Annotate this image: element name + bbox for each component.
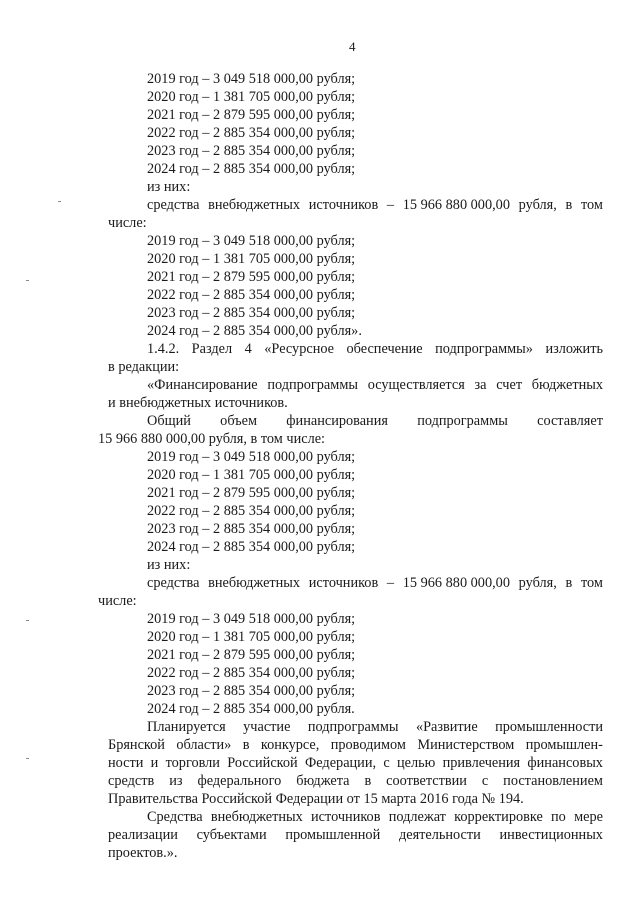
word: привлечения	[442, 755, 521, 771]
word: внебюджетных	[208, 197, 301, 213]
text-line: из них:	[147, 557, 191, 573]
scan-mark	[26, 620, 29, 621]
word: Средства	[147, 809, 203, 825]
text-line: и внебюджетных источников.	[108, 395, 288, 411]
text-line: 2021 год – 2 879 595 000,00 рубля;	[147, 647, 356, 663]
word: ности	[108, 755, 144, 771]
word: области»	[176, 737, 232, 753]
word: 1.4.2.	[147, 341, 180, 357]
word: –	[386, 197, 395, 213]
word: счет	[496, 377, 523, 393]
text-line: 2020 год – 1 381 705 000,00 рубля;	[147, 89, 356, 105]
word: Министерством	[417, 737, 515, 753]
word: источников	[308, 575, 379, 591]
word: постановлением	[503, 773, 603, 789]
word: Раздел	[191, 341, 233, 357]
text-line: 2021 год – 2 879 595 000,00 рубля;	[147, 485, 356, 501]
word: торговли	[165, 755, 220, 771]
word: корректировке	[454, 809, 543, 825]
text-line: 2022 год – 2 885 354 000,00 рубля;	[147, 125, 356, 141]
word: промышленности	[495, 719, 603, 735]
word: рубля,	[518, 575, 557, 591]
word: средств	[108, 773, 155, 789]
scan-mark	[26, 758, 29, 759]
text-line: 2022 год – 2 885 354 000,00 рубля;	[147, 665, 356, 681]
text-line: Правительства Российской Федерации от 15 марта 2016 года № 194.	[108, 791, 524, 807]
text-line: 2020 год – 1 381 705 000,00 рубля;	[147, 629, 356, 645]
text-line-justified	[108, 754, 603, 772]
text-line: 2023 год – 2 885 354 000,00 рубля;	[147, 683, 356, 699]
word: –	[386, 575, 395, 591]
word: Российской	[227, 755, 298, 771]
word: с	[481, 773, 489, 789]
text-line: числе:	[108, 215, 147, 231]
word: 15 966 880 000,00	[402, 197, 510, 213]
scan-mark	[26, 280, 29, 281]
word: по	[551, 809, 566, 825]
text-line-justified	[147, 574, 603, 592]
word: из	[169, 773, 183, 789]
text-line: 2024 год – 2 885 354 000,00 рубля».	[147, 323, 362, 339]
word: том	[580, 197, 603, 213]
word: источников	[308, 197, 379, 213]
text-line: 2024 год – 2 885 354 000,00 рубля;	[147, 539, 356, 555]
text-line: 2024 год – 2 885 354 000,00 рубля;	[147, 161, 356, 177]
text-line: в редакции:	[108, 359, 180, 375]
word: средства	[147, 575, 200, 591]
word: в	[364, 773, 372, 789]
text-line: 15 966 880 000,00 рубля, в том числе:	[98, 431, 326, 447]
scan-mark	[58, 201, 61, 202]
text-line: 2021 год – 2 879 595 000,00 рубля;	[147, 107, 356, 123]
word: осуществляется	[367, 377, 465, 393]
word: 15 966 880 000,00	[402, 575, 510, 591]
word: «Развитие	[415, 719, 478, 735]
word: подпрограммы»	[435, 341, 533, 357]
text-line: 2019 год – 3 049 518 000,00 рубля;	[147, 449, 356, 465]
word: в	[242, 737, 250, 753]
word: «Ресурсное	[264, 341, 335, 357]
word: федерального	[197, 773, 282, 789]
text-line: 2023 год – 2 885 354 000,00 рубля;	[147, 143, 356, 159]
text-line: числе:	[98, 593, 137, 609]
word: проводимом	[330, 737, 406, 753]
word: реализации	[108, 827, 178, 843]
text-line-justified	[147, 718, 603, 736]
word: деятельности	[398, 827, 481, 843]
word: финансовых	[527, 755, 603, 771]
text-line-justified	[147, 412, 603, 430]
word: Федерации,	[304, 755, 377, 771]
word: рубля,	[518, 197, 557, 213]
text-line: 2019 год – 3 049 518 000,00 рубля;	[147, 233, 356, 249]
word: и	[150, 755, 159, 771]
word: том	[580, 575, 603, 591]
word: с	[383, 755, 390, 771]
word: внебюджетных	[210, 809, 303, 825]
text-line: 2021 год – 2 879 595 000,00 рубля;	[147, 269, 356, 285]
word: промышлен-	[525, 737, 603, 753]
word: внебюджетных	[208, 575, 301, 591]
word: мере	[574, 809, 603, 825]
word: участие	[243, 719, 291, 735]
word: финансирования	[286, 413, 388, 429]
word: подпрограммы	[417, 413, 508, 429]
text-line-justified	[108, 826, 603, 844]
text-line: 2023 год – 2 885 354 000,00 рубля;	[147, 521, 356, 537]
text-line: 2019 год – 3 049 518 000,00 рубля;	[147, 71, 356, 87]
text-line: 2022 год – 2 885 354 000,00 рубля;	[147, 503, 356, 519]
word: в	[565, 197, 573, 213]
word: обеспечение	[346, 341, 423, 357]
word: в	[565, 575, 573, 591]
word: подпрограммы	[307, 719, 399, 735]
text-line-justified	[147, 340, 603, 358]
word: Общий	[147, 413, 191, 429]
word: Брянской	[108, 737, 165, 753]
word: средства	[147, 197, 200, 213]
text-line-justified	[108, 736, 603, 754]
text-line: проектов.».	[108, 845, 178, 861]
word: «Финансирование	[147, 377, 258, 393]
word: 4	[244, 341, 252, 357]
text-line: 2020 год – 1 381 705 000,00 рубля;	[147, 251, 356, 267]
text-line-justified	[108, 772, 603, 790]
text-line: 2020 год – 1 381 705 000,00 рубля;	[147, 467, 356, 483]
page-number: 4	[349, 39, 356, 54]
word: промышленной	[285, 827, 381, 843]
text-line: 2023 год – 2 885 354 000,00 рубля;	[147, 305, 356, 321]
word: субъектами	[196, 827, 267, 843]
text-line: 2024 год – 2 885 354 000,00 рубля.	[147, 701, 355, 717]
word: изложить	[545, 341, 603, 357]
word: Планируется	[147, 719, 226, 735]
word: за	[474, 377, 487, 393]
word: подпрограммы	[267, 377, 358, 393]
text-line: 2019 год – 3 049 518 000,00 рубля;	[147, 611, 356, 627]
word: составляет	[537, 413, 603, 429]
text-line: из них:	[147, 179, 191, 195]
word: подлежат	[388, 809, 446, 825]
word: соответствии	[386, 773, 467, 789]
text-line-justified	[147, 376, 603, 394]
word: конкурсе,	[260, 737, 320, 753]
word: бюджетных	[531, 377, 603, 393]
text-line-justified	[147, 196, 603, 214]
word: целью	[396, 755, 436, 771]
word: источников	[311, 809, 381, 825]
text-line-justified	[147, 808, 603, 826]
text-line: 2022 год – 2 885 354 000,00 рубля;	[147, 287, 356, 303]
word: объем	[220, 413, 258, 429]
word: бюджета	[296, 773, 350, 789]
word: инвестиционных	[499, 827, 603, 843]
